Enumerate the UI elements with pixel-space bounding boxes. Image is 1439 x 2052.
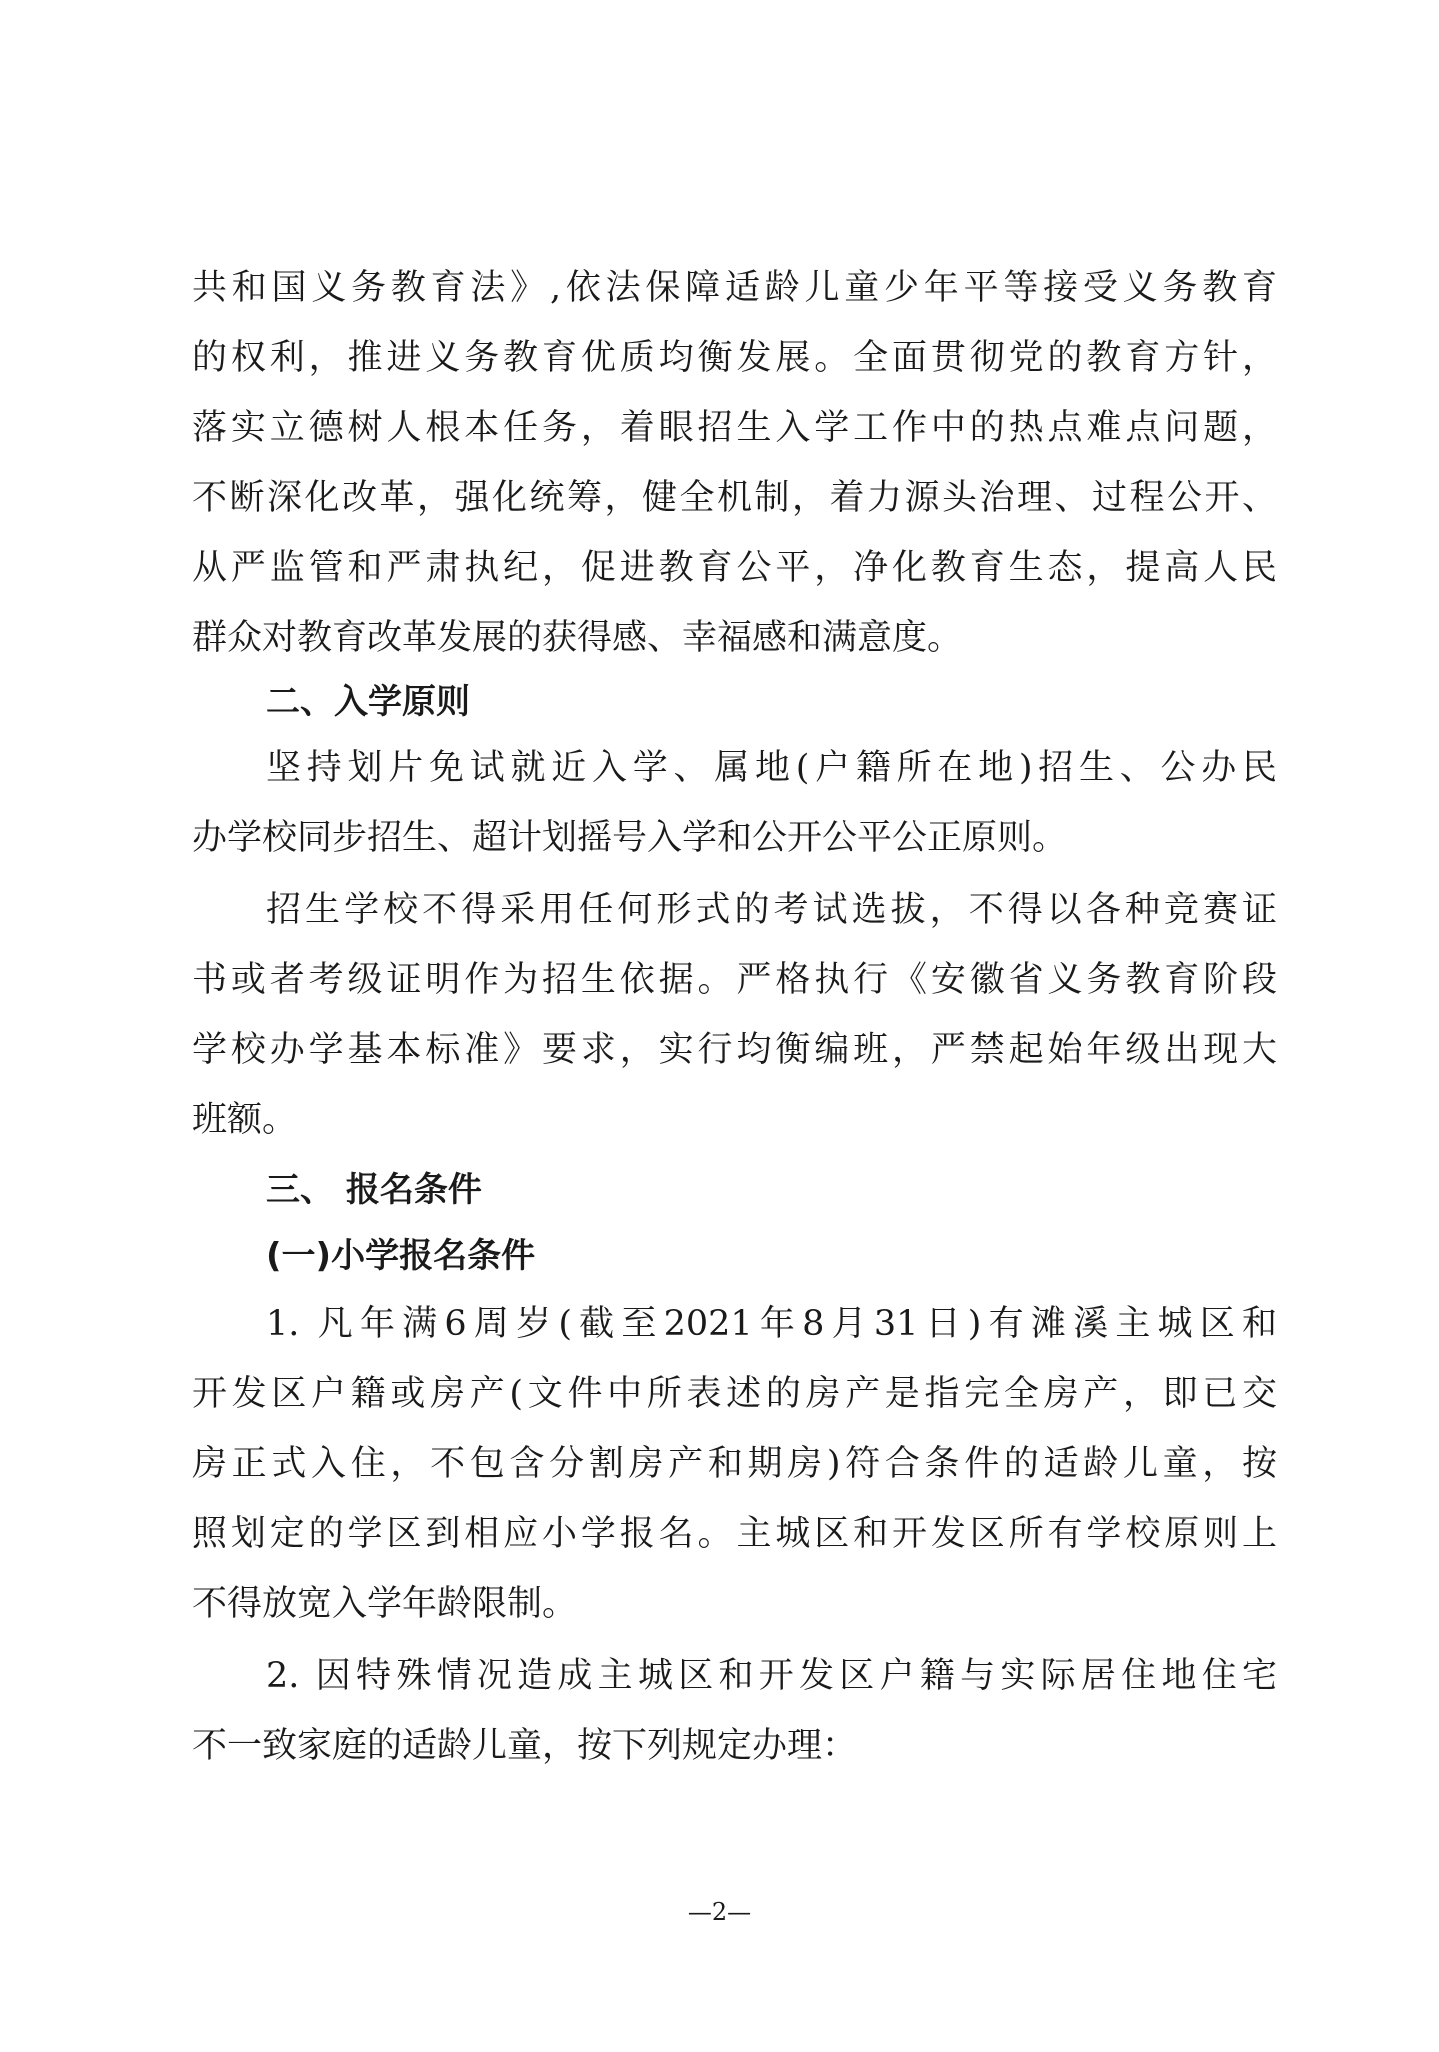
paragraph-line: 坚持划片免试就近入学、属地(户籍所在地)招生、公办民 <box>266 748 1277 788</box>
page-number: —2— <box>687 1898 752 1926</box>
paragraph-line: 落实立德树人根本任务，着眼招生入学工作中的热点难点问题， <box>192 408 1277 448</box>
paragraph-line: 招生学校不得采用任何形式的考试选拔，不得以各种竞赛证 <box>266 890 1277 930</box>
paragraph-line: 房正式入住，不包含分割房产和期房)符合条件的适龄儿童，按 <box>192 1444 1277 1484</box>
paragraph-line: 班额。 <box>192 1100 298 1140</box>
paragraph-line: 2. 因特殊情况造成主城区和开发区户籍与实际居住地住宅 <box>266 1656 1277 1696</box>
section-heading: 三、 报名条件 <box>266 1170 482 1210</box>
paragraph-line: 共和国义务教育法》,依法保障适龄儿童少年平等接受义务教育 <box>192 268 1277 308</box>
paragraph-line: 不得放宽入学年龄限制。 <box>192 1584 578 1624</box>
paragraph-line: 的权利，推进义务教育优质均衡发展。全面贯彻党的教育方针， <box>192 338 1277 378</box>
section-heading: 二、入学原则 <box>266 682 470 722</box>
paragraph-line: 不一致家庭的适龄儿童，按下列规定办理： <box>192 1726 858 1766</box>
paragraph-line: 学校办学基本标准》要求，实行均衡编班，严禁起始年级出现大 <box>192 1030 1277 1070</box>
paragraph-line: 不断深化改革，强化统筹，健全机制，着力源头治理、过程公开、 <box>192 478 1277 518</box>
paragraph-line: 从严监管和严肃执纪，促进教育公平，净化教育生态，提高人民 <box>192 548 1277 588</box>
paragraph-line: 照划定的学区到相应小学报名。主城区和开发区所有学校原则上 <box>192 1514 1277 1554</box>
paragraph-line: 办学校同步招生、超计划摇号入学和公开公平公正原则。 <box>192 818 1068 858</box>
paragraph-line: 群众对教育改革发展的获得感、幸福感和满意度。 <box>192 618 963 658</box>
paragraph-line: 书或者考级证明作为招生依据。严格执行《安徽省义务教育阶段 <box>192 960 1277 1000</box>
subsection-heading: (一)小学报名条件 <box>266 1236 536 1276</box>
paragraph-line: 开发区户籍或房产(文件中所表述的房产是指完全房产，即已交 <box>192 1374 1277 1414</box>
paragraph-line: 1. 凡年满6周岁(截至2021年8月31日)有滩溪主城区和 <box>266 1304 1277 1344</box>
